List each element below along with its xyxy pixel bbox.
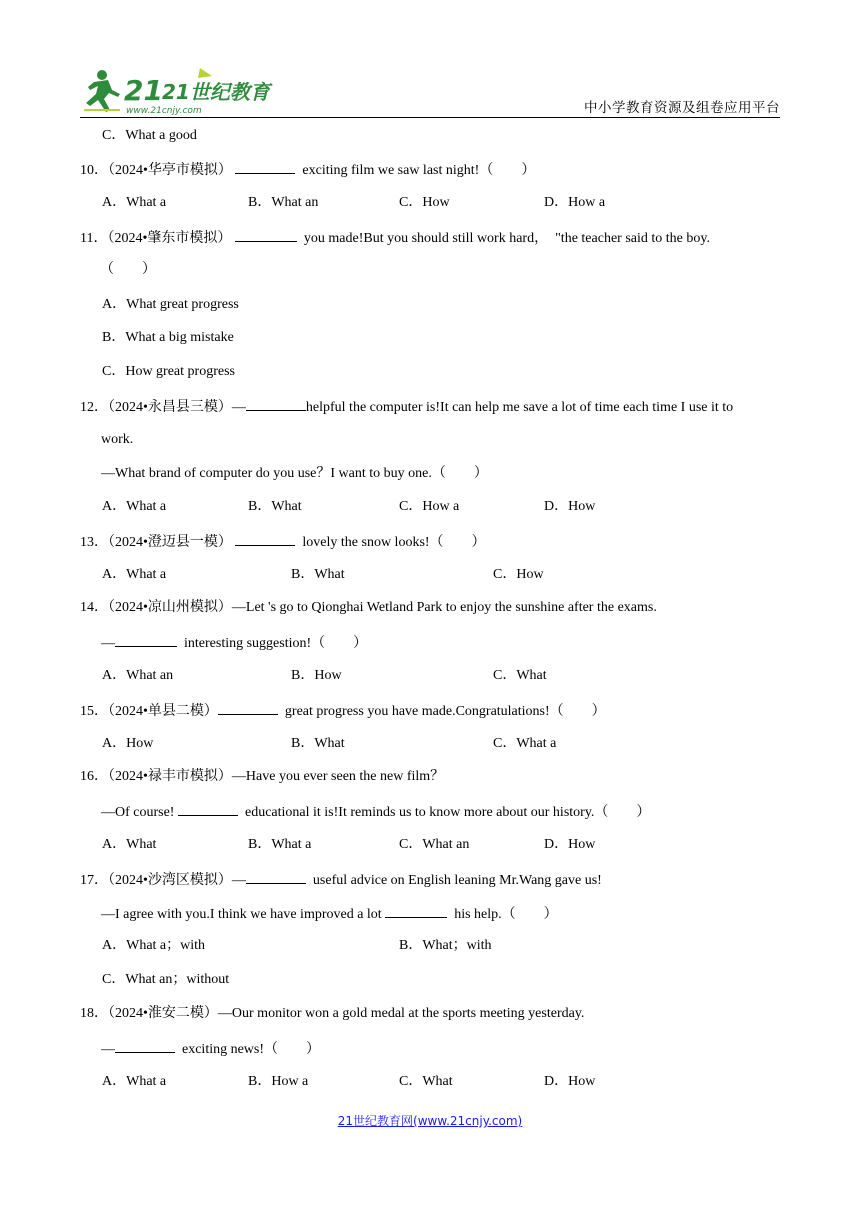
q15-option-c: C．What a xyxy=(493,736,557,751)
q12-option-a: A．What a xyxy=(102,499,167,514)
q18-option-c: C．What xyxy=(399,1074,453,1089)
q12-reply: —What brand of computer do you use？I want to buy one.（ ） xyxy=(101,466,488,481)
q12-option-d: D．How xyxy=(544,499,596,514)
q14-reply-suffix: interesting suggestion!（ ） xyxy=(184,636,368,651)
q14-option-b: B．How xyxy=(291,668,342,683)
q10-stem xyxy=(80,160,535,180)
q16-blank xyxy=(178,802,238,816)
q14-reply-prefix: — xyxy=(101,636,115,651)
q15-blank xyxy=(218,701,278,715)
q17-stem-suffix: useful advice on English leaning Mr.Wang gave us! xyxy=(312,873,602,888)
q14-option-c: C．What xyxy=(493,668,547,683)
q17-blank-1 xyxy=(246,870,306,884)
q17-reply-prefix: —I agree with you.I think we have improved a lot xyxy=(101,907,382,922)
q15-stem-suffix: great progress you have made.Congratulations!（ ） xyxy=(284,704,606,719)
footer-link[interactable]: 21世纪教育网(www.21cnjy.com) xyxy=(337,1114,523,1128)
q13-stem-suffix: lovely the snow looks!（ ） xyxy=(302,535,486,550)
q18-stem: 18．（2024•淮安二模）—Our monitor won a gold medal at the sports meeting yesterday. xyxy=(80,1006,585,1021)
q18-blank xyxy=(115,1039,175,1053)
q11-blank xyxy=(235,228,297,242)
page-header xyxy=(80,66,780,118)
q10-option-a: A．What a xyxy=(102,195,167,210)
q12-blank xyxy=(246,397,306,411)
q17-stem xyxy=(80,870,602,890)
q10-option-d: D．How a xyxy=(544,195,606,210)
q12-stem xyxy=(80,397,733,417)
platform-name: 中小学教育资源及组卷应用平台 xyxy=(584,100,780,116)
q10-option-c: C．How xyxy=(399,195,450,210)
q17-reply xyxy=(101,904,558,924)
q18-option-a: A．What a xyxy=(102,1074,167,1089)
q13-option-c: C．How xyxy=(493,567,544,582)
q14-blank xyxy=(115,633,177,647)
q16-stem: 16．（2024•禄丰市模拟）—Have you ever seen the new film？ xyxy=(80,769,445,784)
q9-option-c: C．What a good xyxy=(102,128,197,143)
q14-reply xyxy=(101,633,367,653)
q11-stem xyxy=(80,228,710,248)
q11-option-b: B．What a big mistake xyxy=(102,330,234,345)
q11-option-a: A．What great progress xyxy=(102,297,239,312)
q11-stem-prefix: 11．（2024•肇东市模拟） xyxy=(80,231,232,246)
q13-blank xyxy=(235,532,295,546)
q16-option-a: A．What xyxy=(102,837,157,852)
q16-reply-suffix: educational it is!It reminds us to know more about our history.（ ） xyxy=(244,805,651,820)
svg-text:21: 21 xyxy=(124,74,163,107)
header-divider xyxy=(80,117,780,118)
q17-blank-2 xyxy=(385,904,447,918)
q15-option-b: B．What xyxy=(291,736,345,751)
q16-option-b: B．What a xyxy=(248,837,312,852)
q13-stem-prefix: 13．（2024•澄迈县一模） xyxy=(80,535,232,550)
q10-stem-prefix: 10．（2024•华亭市模拟） xyxy=(80,163,232,178)
q13-option-b: B．What xyxy=(291,567,345,582)
q15-stem-prefix: 15．（2024•单县二模） xyxy=(80,704,218,719)
q14-stem: 14．（2024•凉山州模拟）—Let 's go to Qionghai Wetland Park to enjoy the sunshine after the exams. xyxy=(80,600,657,615)
q13-stem xyxy=(80,532,486,552)
q13-option-a: A．What a xyxy=(102,567,167,582)
q18-option-b: B．How a xyxy=(248,1074,309,1089)
q18-reply-suffix: exciting news!（ ） xyxy=(182,1042,321,1057)
q17-option-c: C．What an；without xyxy=(102,972,230,987)
q16-option-d: D．How xyxy=(544,837,596,852)
q16-reply-prefix: —Of course! xyxy=(101,805,175,820)
q16-option-c: C．What an xyxy=(399,837,470,852)
q18-reply-prefix: — xyxy=(101,1042,115,1057)
q15-option-a: A．How xyxy=(102,736,154,751)
q15-stem xyxy=(80,701,606,721)
q12-stem-suffix: helpful the computer is!It can help me save a lot of time each time I use it to xyxy=(305,400,734,415)
q12-stem-continued: work. xyxy=(101,432,134,447)
q10-option-b: B．What an xyxy=(248,195,319,210)
q11-answer-paren: （ ） xyxy=(100,262,156,277)
q16-reply xyxy=(101,802,650,822)
q18-reply xyxy=(101,1039,320,1059)
q12-stem-prefix: 12．（2024•永昌县三模）— xyxy=(80,400,246,415)
q17-option-b: B．What；with xyxy=(399,938,492,953)
q12-option-c: C．How a xyxy=(399,499,460,514)
q11-option-c: C．How great progress xyxy=(102,364,235,379)
q14-option-a: A．What an xyxy=(102,668,174,683)
q11-stem-suffix: you made!But you should still work hard， "the teacher said to the boy. xyxy=(303,231,710,246)
svg-text:www.21cnjy.com: www.21cnjy.com xyxy=(126,106,202,116)
q17-reply-suffix: his help.（ ） xyxy=(454,907,558,922)
q10-blank xyxy=(235,160,295,174)
q17-option-a: A．What a；with xyxy=(102,938,206,953)
q18-option-d: D．How xyxy=(544,1074,596,1089)
q12-option-b: B．What xyxy=(248,499,302,514)
q17-stem-prefix: 17．（2024•沙湾区模拟）— xyxy=(80,873,246,888)
svg-text:21世纪教育: 21世纪教育 xyxy=(162,80,270,104)
logo-21cnjy-icon xyxy=(80,66,270,118)
q10-stem-suffix: exciting film we saw last night!（ ） xyxy=(302,163,536,178)
